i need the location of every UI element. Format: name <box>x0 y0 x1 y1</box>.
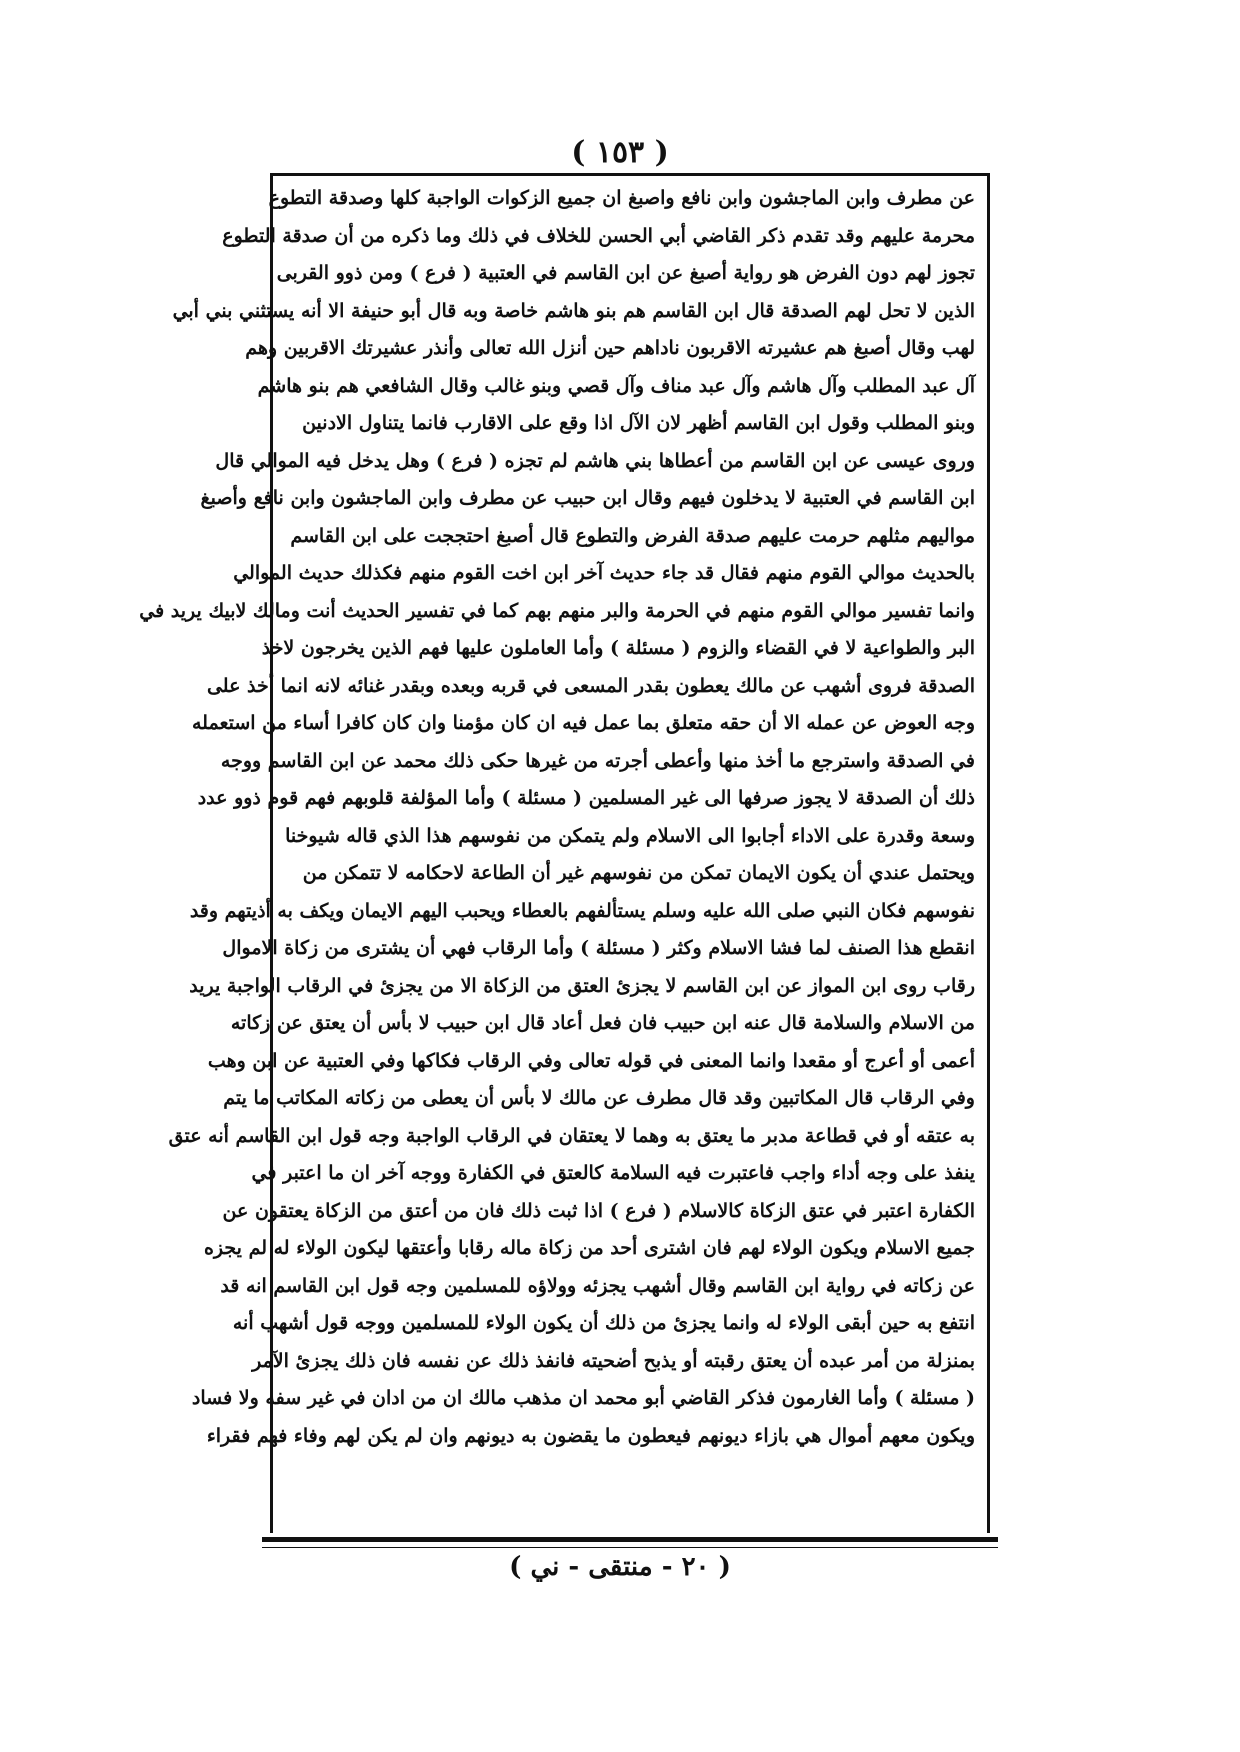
text-line: وروى عيسى عن ابن القاسم من أعطاها بني هاشم لم تجزه ( فرع ) وهل يدخل فيه الموالي قال <box>215 449 975 472</box>
text-line: وجه العوض عن عمله الا أن حقه متعلق بما عمل فيه ان كان مؤمنا وان كان كافرا أساء من استعمله <box>192 712 975 734</box>
bottom-rule-thin <box>262 1547 998 1548</box>
text-line: جميع الاسلام ويكون الولاء لهم فان اشترى أحد من زكاة ماله رقابا وأعتقها ليكون الولاء له لم يجزه <box>203 1237 975 1259</box>
text-line: عن مطرف وابن الماجشون وابن نافع واصبغ ان جميع الزكوات الواجبة كلها وصدقة التطوع <box>268 187 975 209</box>
text-line: لهب وقال أصبغ هم عشيرته الاقربون ناداهم حين أنزل الله تعالى وأنذر عشيرتك الاقربين وهم <box>245 337 975 359</box>
text-line: انقطع هذا الصنف لما فشا الاسلام وكثر ( مسئلة ) وأما الرقاب فهي أن يشترى من زكاة الاموال <box>222 937 975 959</box>
text-line: في الصدقة واسترجع ما أخذ منها وأعطى أجرته من غيرها حكى ذلك محمد عن ابن القاسم ووجه <box>220 749 975 772</box>
text-line: وسعة وقدرة على الاداء أجابوا الى الاسلام ولم يتمكن من نفوسهم هذا الذي قاله شيوخنا <box>285 824 975 847</box>
text-line: به عتقه أو في قطاعة مدبر ما يعتق به وهما لا يعتقان في الرقاب الواجبة وجه قول ابن القاسم أنه عتق <box>168 1124 975 1147</box>
bottom-rule <box>262 1537 998 1542</box>
text-line: الذين لا تحل لهم الصدقة قال ابن القاسم هم بنو هاشم خاصة وبه قال أبو حنيفة الا أنه يستثني بني أبي <box>172 299 975 322</box>
text-line: الصدقة فروى أشهب عن مالك يعطون بقدر المسعى في قربه وبعده وبقدر غنائه لانه انما أخذ على <box>206 674 975 697</box>
text-line: تجوز لهم دون الفرض هو رواية أصبغ عن ابن القاسم في العتبية ( فرع ) ومن ذوو القربى <box>276 262 975 284</box>
text-line: آل عبد المطلب وآل هاشم وآل عبد مناف وآل قصي وبنو غالب وقال الشافعي هم بنو هاشم <box>257 374 975 397</box>
text-line: بالحديث موالي القوم منهم فقال قد جاء حديث آخر ابن اخت القوم منهم فكذلك حديث الموالي <box>233 562 975 584</box>
text-line: ويكون معهم أموال هي بازاء ديونهم فيعطون ما يقضون به ديونهم وان لم يكن لهم وفاء فهم فقراء <box>206 1424 975 1447</box>
text-line: ابن القاسم في العتبية لا يدخلون فيهم وقال ابن حبيب عن مطرف وابن الماجشون وابن نافع وأصبغ <box>200 487 975 509</box>
text-line: ( مسئلة ) وأما الغارمون فذكر القاضي أبو محمد ان مذهب مالك ان من ادان في غير سفه ولا فساد <box>191 1387 975 1409</box>
text-line: رقاب روى ابن المواز عن ابن القاسم لا يجزئ العتق من الزكاة الا من يجزئ في الرقاب الواجبة يريد <box>189 974 975 997</box>
text-line: ويحتمل عندي أن يكون الايمان تمكن من نفوسهم غير أن الطاعة لاحكامه لا تتمكن من <box>302 862 975 884</box>
text-line: محرمة عليهم وقد تقدم ذكر القاضي أبي الحسن للخلاف في ذلك وما ذكره من أن صدقة التطوع <box>222 224 975 247</box>
text-line: البر والطواعية لا في القضاء والزوم ( مسئلة ) وأما العاملون عليها فهم الذين يخرجون لاخذ <box>261 637 975 659</box>
text-line: انتفع به حين أبقى الولاء له وانما يجزئ من ذلك أن يكون الولاء للمسلمين ووجه قول أشهب أنه <box>232 1312 975 1334</box>
page-number: ( ١٥٣ ) <box>571 135 669 170</box>
text-frame <box>139 173 990 1533</box>
footer-signature: ( ٢٠ - منتقى - ني ) <box>509 1552 731 1582</box>
text-line: وفي الرقاب قال المكاتبين وقد قال مطرف عن مالك لا بأس أن يعطى من زكاته المكاتب ما يتم <box>223 1087 975 1109</box>
text-line: ذلك أن الصدقة لا يجوز صرفها الى غير المسلمين ( مسئلة ) وأما المؤلفة قلوبهم فهم قوم ذوو عدد <box>197 787 975 809</box>
text-line: من الاسلام والسلامة قال عنه ابن حبيب فان فعل أعاد قال ابن حبيب لا بأس أن يعتق عن زكاته <box>230 1012 975 1034</box>
text-line: وبنو المطلب وقول ابن القاسم أظهر لان الآل اذا وقع على الاقارب فانما يتناول الادنين <box>302 412 975 434</box>
text-line: ينفذ على وجه أداء واجب فاعتبرت فيه السلامة كالعتق في الكفارة ووجه آخر ان ما اعتبر في <box>251 1162 975 1184</box>
text-line: عن زكاته في رواية ابن القاسم وقال أشهب يجزئه وولاؤه للمسلمين وجه قول ابن القاسم انه قد <box>220 1274 975 1297</box>
text-line: أعمى أو أعرج أو مقعدا وانما المعنى في قوله تعالى وفي الرقاب فكاكها وفي العتبية عن ابن وهب <box>207 1049 975 1072</box>
text-line: بمنزلة من أمر عبده أن يعتق رقبته أو يذبح أضحيته فانفذ ذلك عن نفسه فان ذلك يجزئ الآمر <box>252 1349 975 1372</box>
text-line: مواليهم مثلهم حرمت عليهم صدقة الفرض والتطوع قال أصبغ احتججت على ابن القاسم <box>290 524 975 547</box>
text-body <box>139 180 975 1455</box>
text-line: وانما تفسير موالي القوم منهم في الحرمة والبر منهم بهم كما في تفسير الحديث أنت ومالك لابيك يريد في <box>139 599 975 622</box>
text-line: الكفارة اعتبر في عتق الزكاة كالاسلام ( فرع ) اذا ثبت ذلك فان من أعتق من الزكاة يعتقون عن <box>222 1199 975 1222</box>
text-line: نفوسهم فكان النبي صلى الله عليه وسلم يستألفهم بالعطاء ويحبب اليهم الايمان ويكف به أذيتهم وقد <box>189 899 975 922</box>
